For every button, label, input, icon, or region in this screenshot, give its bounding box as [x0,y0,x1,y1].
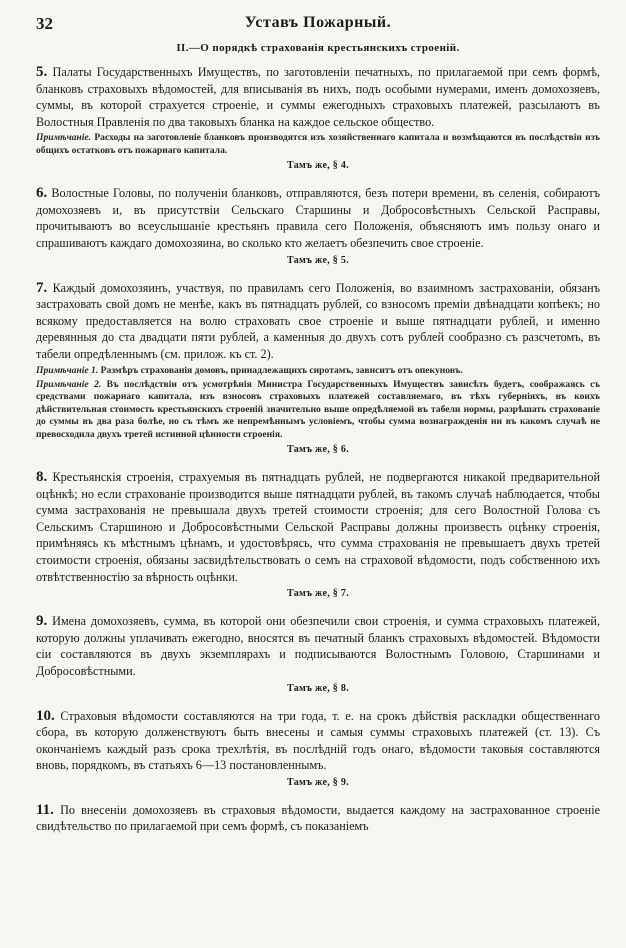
article-body: Крестьянскія строенія, страхуемыя въ пятнадцать рублей, не подвергаются никакой предварительной оцѣнкѣ; но если страхованіе производится выше пятнадцати рублей, въ такомъ случаѣ наблюдается, чтобы сумма застрахованія не превышала двухъ третей стоимости строенія; для сего Волостной Голова съ Сельскимъ Старшиною и Добросовѣстными Сельской Расправы должны произвесть оцѣнку строенія, примѣняясь къ мѣстнымъ цѣнамъ, и удостовѣрясь, что сумма страхованія не превышаетъ двухъ третей стоимости строенія, обязаны засвидѣтельствовать о семъ на страховой вѣдомости, подъ собственною ихъ отвѣтственностію за вѣрность оцѣнки. [36,469,600,584]
articles-list [36,64,600,835]
article-5 [36,64,600,171]
article-6 [36,185,600,265]
source-reference: Тамъ же, § 6. [286,443,350,455]
article-body: Каждый домохозяинъ, участвуя, по правиламъ сего Положенія, во взаимномъ застрахованіи, обязанъ застраховать свой домъ не менѣе, какъ въ пятнадцать рублей, со взносомъ преміи двѣнадцати копѣекъ; но всякому предоставляется на волю страховать свое строеніе и выше пятнадцати рублей, и именно деревянныя до ста двадцати пяти рублей, а каменныя до двухъ сотъ рублей сообразно съ разсчетомъ, въ табели опредѣленнымъ (см. прилож. къ ст. 2). [36,280,600,361]
running-head: Уставъ Пожарный. [244,14,392,31]
article-body: Палаты Государственныхъ Имуществъ, по заготовленіи печатныхъ, по прилагаемой при семъ формѣ, бланковъ страховыхъ вѣдомостей, для вписыванія въ нихъ, подъ особыми нумерами, именъ домохозяевъ, суммы, въ которой страхуется строеніе, и суммы ежегодныхъ страховыхъ платежей, разсылаютъ въ Волостныя Правленія по два таковыхъ бланка на каждое сельское общество. [36,65,601,129]
article-text [36,280,600,363]
article-9 [36,613,600,693]
article-note [36,379,600,441]
article-body: По внесеніи домохозяевъ въ страховыя вѣдомости, выдается каждому на застрахованное строеніе свидѣтельство по прилагаемой при семъ формѣ, съ показаніемъ [36,802,601,834]
page-number: 32 [36,14,53,33]
article-10 [36,708,600,788]
article-body: Имена домохозяевъ, сумма, въ которой они обезпечили свои строенія, и сумма страховыхъ платежей, которую должны уплачивать ежегодно, вносятся въ печатный бланкъ страховыхъ вѣдомостей. Вѣдомости сіи составляются въ двухъ экземплярахъ и подписываются Волостнымъ Головою, Старшинами и Добросовѣстными. [36,614,601,678]
article-number: 8. [36,468,48,485]
note-label: Примѣчаніе 2. [36,378,102,390]
article-body: Страховыя вѣдомости составляются на три года, т. е. на срокъ дѣйствія раскладки общественнаго сбора, въ которую долженствуютъ быть внесены и самыя суммы страховыхъ платежей (ст. 13). Съ окончаніемъ каждый разъ срока трехлѣтія, въ послѣдній годъ онаго, вѣдомости таковыя составляются вновь, порядкомъ, въ статьяхъ 6—13 постановленнымъ. [36,708,601,773]
section-title: II.—О порядкѣ страхованія крестьянскихъ строеній. [176,42,460,54]
source-reference: Тамъ же, § 4. [286,160,350,172]
note-text: Въ послѣдствіи отъ усмотрѣнія Министра Государственныхъ Имуществъ зависѣть будетъ, соображаясь съ средствами пожарнаго капитала, изъ взносовъ страховыхъ платежей составляемаго, въ тѣхъ губерніяхъ, въ коихъ дѣйствительная стоимость крестьянскихъ строеній значительно выше опредѣляемой въ табели нормы, разрѣшать страхованіе до суммы въ два раза болѣе, но съ тѣмъ же непремѣннымъ условіемъ, чтобы сумма вознагражденія ни въ какомъ случаѣ не превосходила двухъ третей истинной цѣнности строенія. [36,378,600,440]
note-label: Примѣчаніе. [36,132,92,144]
page-header [36,10,600,36]
article-body: Волостные Головы, по полученіи бланковъ, отправляются, безъ потери времени, въ селенія, собираютъ домохозяевъ и, въ присутствіи Сельскаго Старшины и Добросовѣстныхъ Сельской Расправы, прочитываютъ во всеуслышаніе крестьянъ правила сего Положенія, объясняютъ имъ пользу онаго и спрашиваютъ каждаго домохозяина, во сколько кто желаетъ обезпечить свое строеніе. [36,186,600,250]
article-text [36,185,600,251]
article-number: 6. [36,185,48,202]
note-text: Размѣръ страхованія домовъ, принадлежащихъ сиротамъ, зависитъ отъ опекуновъ. [100,364,463,376]
article-text [36,64,600,130]
article-11 [36,802,600,835]
source-reference: Тамъ же, § 8. [286,682,350,694]
article-number: 5. [36,64,48,80]
article-text [36,469,600,585]
article-7 [36,280,600,455]
note-text: Расходы на заготовленіе бланковъ производятся изъ хозяйственнаго капитала и возмѣщаются въ послѣдствіи изъ общихъ остатковъ отъ пожарнаго капитала. [36,132,600,156]
article-number: 9. [36,613,48,630]
source-reference: Тамъ же, § 9. [286,776,350,788]
article-text [36,708,600,774]
source-reference: Тамъ же, § 5. [286,254,350,266]
source-reference: Тамъ же, § 7. [286,588,350,600]
article-number: 11. [36,801,54,818]
article-number: 10. [36,707,55,724]
note-label: Примѣчаніе 1. [36,364,99,376]
article-number: 7. [36,279,48,296]
article-text [36,802,600,835]
article-note [36,365,600,377]
article-note [36,132,600,157]
article-text [36,613,600,679]
article-8 [36,469,600,599]
